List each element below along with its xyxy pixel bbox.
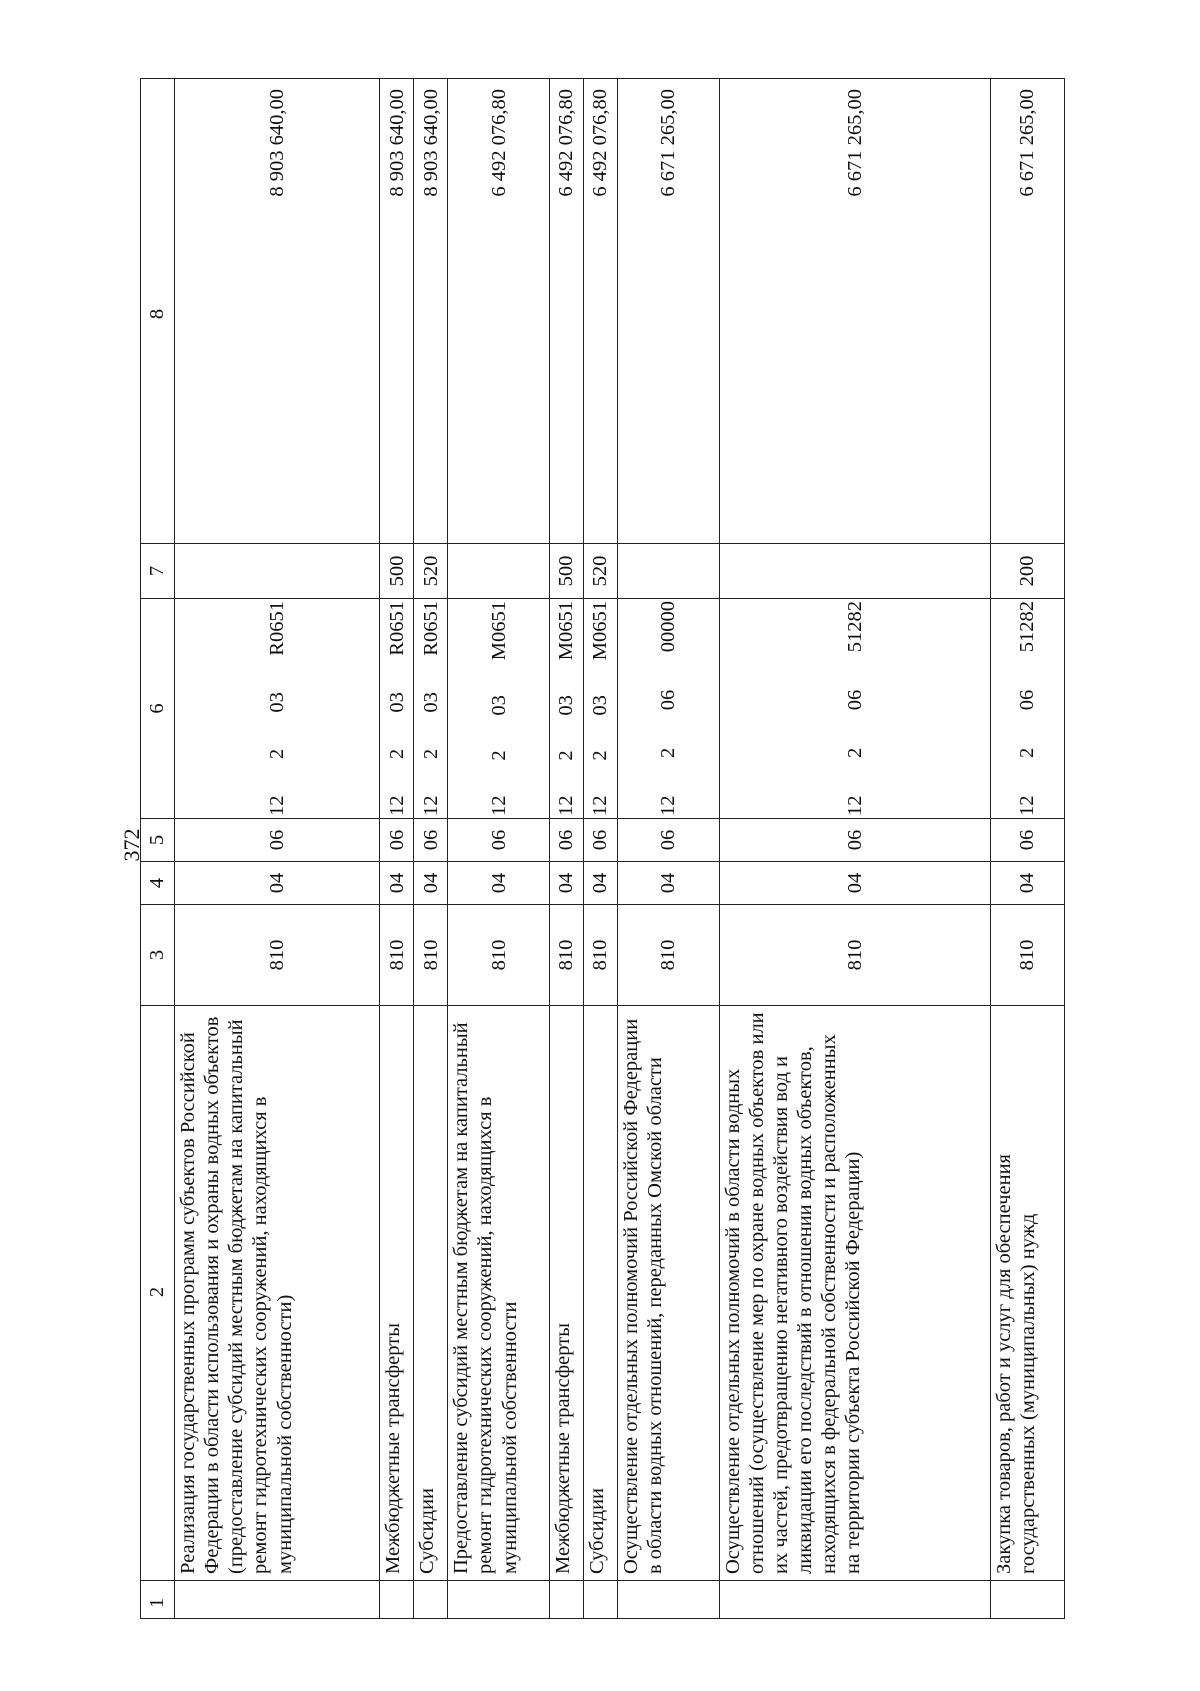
code-ministry: 810	[380, 905, 414, 1006]
table-row	[174, 79, 380, 1619]
amount: 8 903 640,00	[414, 79, 448, 544]
row-number-cell	[414, 1581, 448, 1619]
code-part: 2	[589, 750, 612, 761]
code-expense-type	[174, 544, 380, 599]
amount: 8 903 640,00	[174, 79, 380, 544]
code-part: 06	[843, 689, 866, 711]
code-ministry: 810	[719, 905, 990, 1006]
code-section: 04	[583, 862, 617, 905]
header-col-2: 2	[141, 1006, 175, 1581]
amount: 8 903 640,00	[380, 79, 414, 544]
code-part: 12	[555, 795, 578, 816]
code-part: 12	[385, 795, 408, 816]
amount: 6 492 076,80	[583, 79, 617, 544]
row-number-cell	[719, 1581, 990, 1619]
code-subsection: 06	[990, 819, 1064, 862]
row-number-cell	[583, 1581, 617, 1619]
table-row	[990, 79, 1064, 1619]
code-part: 12	[589, 795, 612, 816]
code-part: 51282	[1016, 601, 1039, 653]
row-number-cell	[990, 1581, 1064, 1619]
amount: 6 671 265,00	[990, 79, 1064, 544]
header-col-7: 7	[141, 544, 175, 599]
code-part: 2	[487, 750, 510, 761]
code-part: 2	[385, 748, 408, 760]
code-expense-type: 520	[414, 544, 448, 599]
code-section: 04	[380, 862, 414, 905]
code-target-article	[380, 599, 414, 819]
row-number-cell	[174, 1581, 380, 1619]
row-name: Межбюджетные трансферты	[550, 1006, 584, 1581]
rotated-table-container	[140, 79, 1065, 1619]
amount: 6 671 265,00	[617, 79, 719, 544]
code-section: 04	[448, 862, 550, 905]
code-part: 03	[266, 692, 289, 713]
code-ministry: 810	[174, 905, 380, 1006]
row-number-cell	[448, 1581, 550, 1619]
code-part: 2	[843, 747, 866, 758]
code-section: 04	[990, 862, 1064, 905]
code-part: 2	[266, 748, 289, 760]
code-section: 04	[174, 862, 380, 905]
code-part: M0651	[589, 601, 612, 661]
code-expense-type	[617, 544, 719, 599]
code-part: 03	[589, 695, 612, 716]
code-part: 2	[1016, 747, 1039, 758]
code-target-article	[174, 599, 380, 819]
code-part: R0651	[266, 601, 289, 656]
code-expense-type: 200	[990, 544, 1064, 599]
code-subsection: 06	[617, 819, 719, 862]
code-target-article	[448, 599, 550, 819]
code-part: M0651	[487, 601, 510, 661]
code-target-article	[550, 599, 584, 819]
code-part: 12	[487, 795, 510, 816]
code-part: 00000	[657, 601, 680, 653]
code-part: 06	[657, 689, 680, 711]
code-ministry: 810	[617, 905, 719, 1006]
header-col-6: 6	[141, 599, 175, 819]
code-part: 12	[266, 795, 289, 816]
table-row	[380, 79, 414, 1619]
code-subsection: 06	[448, 819, 550, 862]
code-part: 12	[657, 795, 680, 816]
row-number-cell	[617, 1581, 719, 1619]
table-row	[448, 79, 550, 1619]
code-part: 03	[385, 692, 408, 713]
code-expense-type: 520	[583, 544, 617, 599]
code-subsection: 06	[550, 819, 584, 862]
code-expense-type: 500	[380, 544, 414, 599]
code-subsection: 06	[380, 819, 414, 862]
code-part: 2	[555, 750, 578, 761]
row-name: Закупка товаров, работ и услуг для обеспечения государственных (муниципальных) нужд	[990, 1006, 1064, 1581]
amount: 6 671 265,00	[719, 79, 990, 544]
row-name: Осуществление отдельных полномочий в области водных отношений (осуществление мер по охране водных объектов или их частей, предотвращению негативного воздействия вод и ликвидации его последствий в отношении водных объектов, находящихся в федеральной собственности и расположенных на территории субъекта Российской Федерации)	[719, 1006, 990, 1581]
code-expense-type: 500	[550, 544, 584, 599]
row-name: Осуществление отдельных полномочий Российской Федерации в области водных отношений, переданных Омской области	[617, 1006, 719, 1581]
code-part: 06	[1016, 689, 1039, 711]
table-row	[719, 79, 990, 1619]
amount: 6 492 076,80	[448, 79, 550, 544]
code-part: 51282	[843, 601, 866, 653]
row-name: Предоставление субсидий местным бюджетам на капитальный ремонт гидротехнических сооружений, находящихся в муниципальной собственности	[448, 1006, 550, 1581]
code-subsection: 06	[583, 819, 617, 862]
header-col-8: 8	[141, 79, 175, 544]
header-col-5: 5	[141, 819, 175, 862]
code-part: 03	[555, 695, 578, 716]
table-row	[617, 79, 719, 1619]
code-part: R0651	[385, 601, 408, 656]
code-part: 12	[419, 795, 442, 816]
code-section: 04	[719, 862, 990, 905]
code-ministry: 810	[414, 905, 448, 1006]
code-part: M0651	[555, 601, 578, 661]
table-row	[414, 79, 448, 1619]
code-target-article	[719, 599, 990, 819]
row-number-cell	[380, 1581, 414, 1619]
code-section: 04	[550, 862, 584, 905]
code-section: 04	[617, 862, 719, 905]
code-ministry: 810	[583, 905, 617, 1006]
code-part: 2	[657, 747, 680, 758]
header-col-3: 3	[141, 905, 175, 1006]
code-part: 12	[843, 795, 866, 816]
row-name: Субсидии	[583, 1006, 617, 1581]
row-number-cell	[550, 1581, 584, 1619]
code-subsection: 06	[174, 819, 380, 862]
table-row	[550, 79, 584, 1619]
code-ministry: 810	[448, 905, 550, 1006]
code-target-article	[990, 599, 1064, 819]
page-number: 372	[119, 828, 144, 862]
code-part: 03	[487, 695, 510, 716]
code-part: R0651	[419, 601, 442, 656]
code-expense-type	[719, 544, 990, 599]
code-ministry: 810	[990, 905, 1064, 1006]
amount: 6 492 076,80	[550, 79, 584, 544]
code-target-article	[414, 599, 448, 819]
code-ministry: 810	[550, 905, 584, 1006]
row-name: Реализация государственных программ субъектов Российской Федерации в области использования и охраны водных объектов (предоставление субсидий местным бюджетам на капитальный ремонт гидротехнических сооружений, находящихся в муниципальной собственности)	[174, 1006, 380, 1581]
code-part: 12	[1016, 795, 1039, 816]
table-row	[583, 79, 617, 1619]
code-subsection: 06	[719, 819, 990, 862]
row-name: Субсидии	[414, 1006, 448, 1581]
code-section: 04	[414, 862, 448, 905]
code-subsection: 06	[414, 819, 448, 862]
row-name: Межбюджетные трансферты	[380, 1006, 414, 1581]
code-part: 2	[419, 748, 442, 760]
budget-table	[140, 78, 1065, 1619]
header-row	[141, 79, 175, 1619]
code-target-article	[583, 599, 617, 819]
header-col-1: 1	[141, 1581, 175, 1619]
code-part: 03	[419, 692, 442, 713]
code-expense-type	[448, 544, 550, 599]
header-col-4: 4	[141, 862, 175, 905]
code-target-article	[617, 599, 719, 819]
